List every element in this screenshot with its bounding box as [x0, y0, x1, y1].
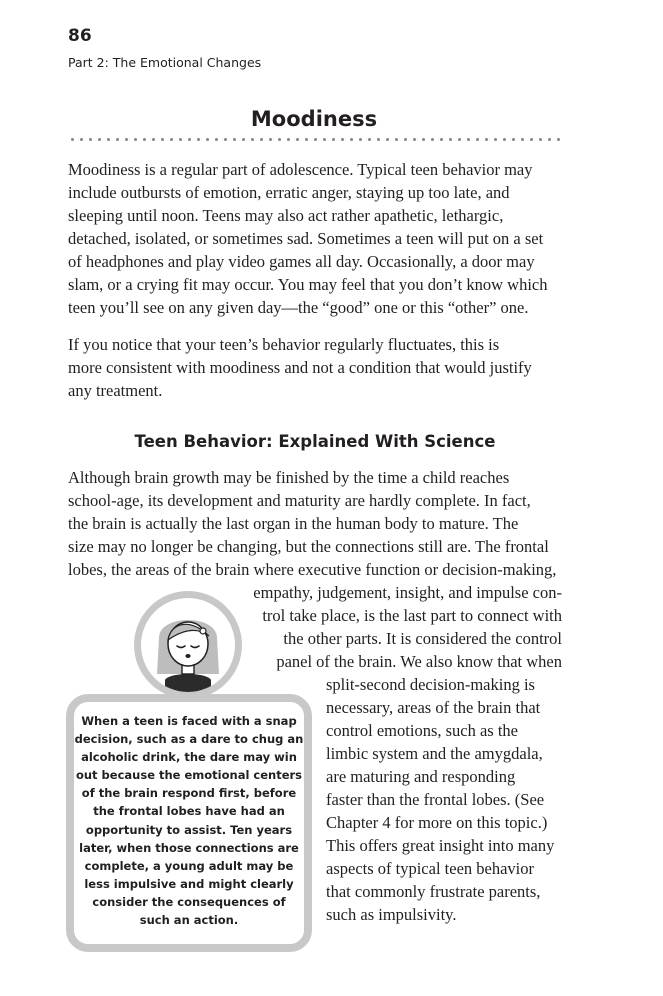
teen-girl-illustration — [141, 598, 235, 692]
callout-line: later, when those connections are — [79, 840, 299, 855]
text-line: Chapter 4 for more on this topic.) — [326, 813, 548, 832]
text-line: sleeping until noon. Teens may also act rather apathetic, lethargic, — [68, 206, 504, 225]
paragraph-teen-behavior — [68, 466, 562, 581]
callout-line: consider the consequences of — [92, 894, 286, 909]
text-line: school-age, its development and maturity are hardly complete. In fact, — [68, 491, 531, 510]
text-line: are maturing and responding — [326, 767, 516, 786]
callout-line: such an action. — [139, 913, 239, 928]
callout-line: When a teen is faced with a snap — [81, 714, 297, 728]
callout-line: the frontal lobes have had an — [93, 804, 285, 819]
text-line: split-second decision-making is — [326, 675, 535, 694]
text-line: that commonly frustrate parents, — [326, 882, 541, 901]
text-line: the brain is actually the last organ in the human body to mature. The — [68, 514, 519, 533]
paragraph-teen-behavior-narrow — [326, 673, 566, 926]
section-heading: Moodiness — [250, 107, 378, 131]
callout-text — [66, 712, 312, 929]
text-line: such as impulsivity. — [326, 905, 457, 924]
callout-line: of the brain respond first, before — [81, 786, 297, 801]
running-head: Part 2: The Emotional Changes — [68, 55, 262, 70]
text-line: lobes, the areas of the brain where executive function or decision-making, — [68, 560, 557, 579]
text-line: size may no longer be changing, but the connections still are. The frontal — [68, 537, 549, 556]
text-line: limbic system and the amygdala, — [326, 744, 543, 763]
callout-line: less impulsive and might clearly — [84, 876, 294, 891]
text-line: Moodiness is a regular part of adolescence. Typical teen behavior may — [68, 160, 533, 179]
text-line: control emotions, such as the — [326, 721, 519, 740]
callout-line: out because the emotional centers — [75, 768, 303, 783]
text-line: include outbursts of emotion, erratic anger, staying up too late, and — [68, 183, 510, 202]
text-line: trol take place, is the last part to connect with — [262, 606, 562, 625]
teen-girl-avatar-icon — [134, 591, 242, 699]
text-line: any treatment. — [68, 381, 163, 400]
text-line: detached, isolated, or sometimes sad. Sometimes a teen will put on a set — [68, 229, 544, 248]
text-line: necessary, areas of the brain that — [326, 698, 541, 717]
text-line: the other parts. It is considered the control — [283, 629, 562, 648]
subsection-heading: Teen Behavior: Explained With Science — [134, 432, 496, 451]
text-line: more consistent with moodiness and not a condition that would justify — [68, 358, 532, 377]
callout-line: decision, such as a dare to chug an — [74, 732, 304, 747]
callout-line: alcoholic drink, the dare may win — [81, 750, 297, 765]
text-line: empathy, judgement, insight, and impulse con- — [253, 583, 562, 602]
text-line: panel of the brain. We also know that when — [276, 652, 562, 671]
text-line: faster than the frontal lobes. (See — [326, 790, 545, 809]
text-line: Although brain growth may be finished by the time a child reaches — [68, 468, 510, 487]
text-line: slam, or a crying fit may occur. You may feel that you don’t know which — [68, 275, 548, 294]
dotted-rule — [68, 138, 562, 141]
text-line: aspects of typical teen behavior — [326, 859, 534, 878]
paragraph-teen-behavior-wrap — [238, 581, 562, 673]
page-number: 86 — [68, 26, 92, 46]
text-line: teen you’ll see on any given day—the “good” one or this “other” one. — [68, 298, 529, 317]
callout-line: opportunity to assist. Ten years — [85, 822, 293, 837]
text-line: If you notice that your teen’s behavior regularly fluctuates, this is — [68, 335, 500, 354]
paragraph-moodiness-2 — [68, 333, 562, 402]
paragraph-moodiness-1 — [68, 158, 562, 319]
text-line: of headphones and play video games all day. Occasionally, a door may — [68, 252, 535, 271]
callout-line: complete, a young adult may be — [84, 858, 294, 873]
text-line: This offers great insight into many — [326, 836, 555, 855]
